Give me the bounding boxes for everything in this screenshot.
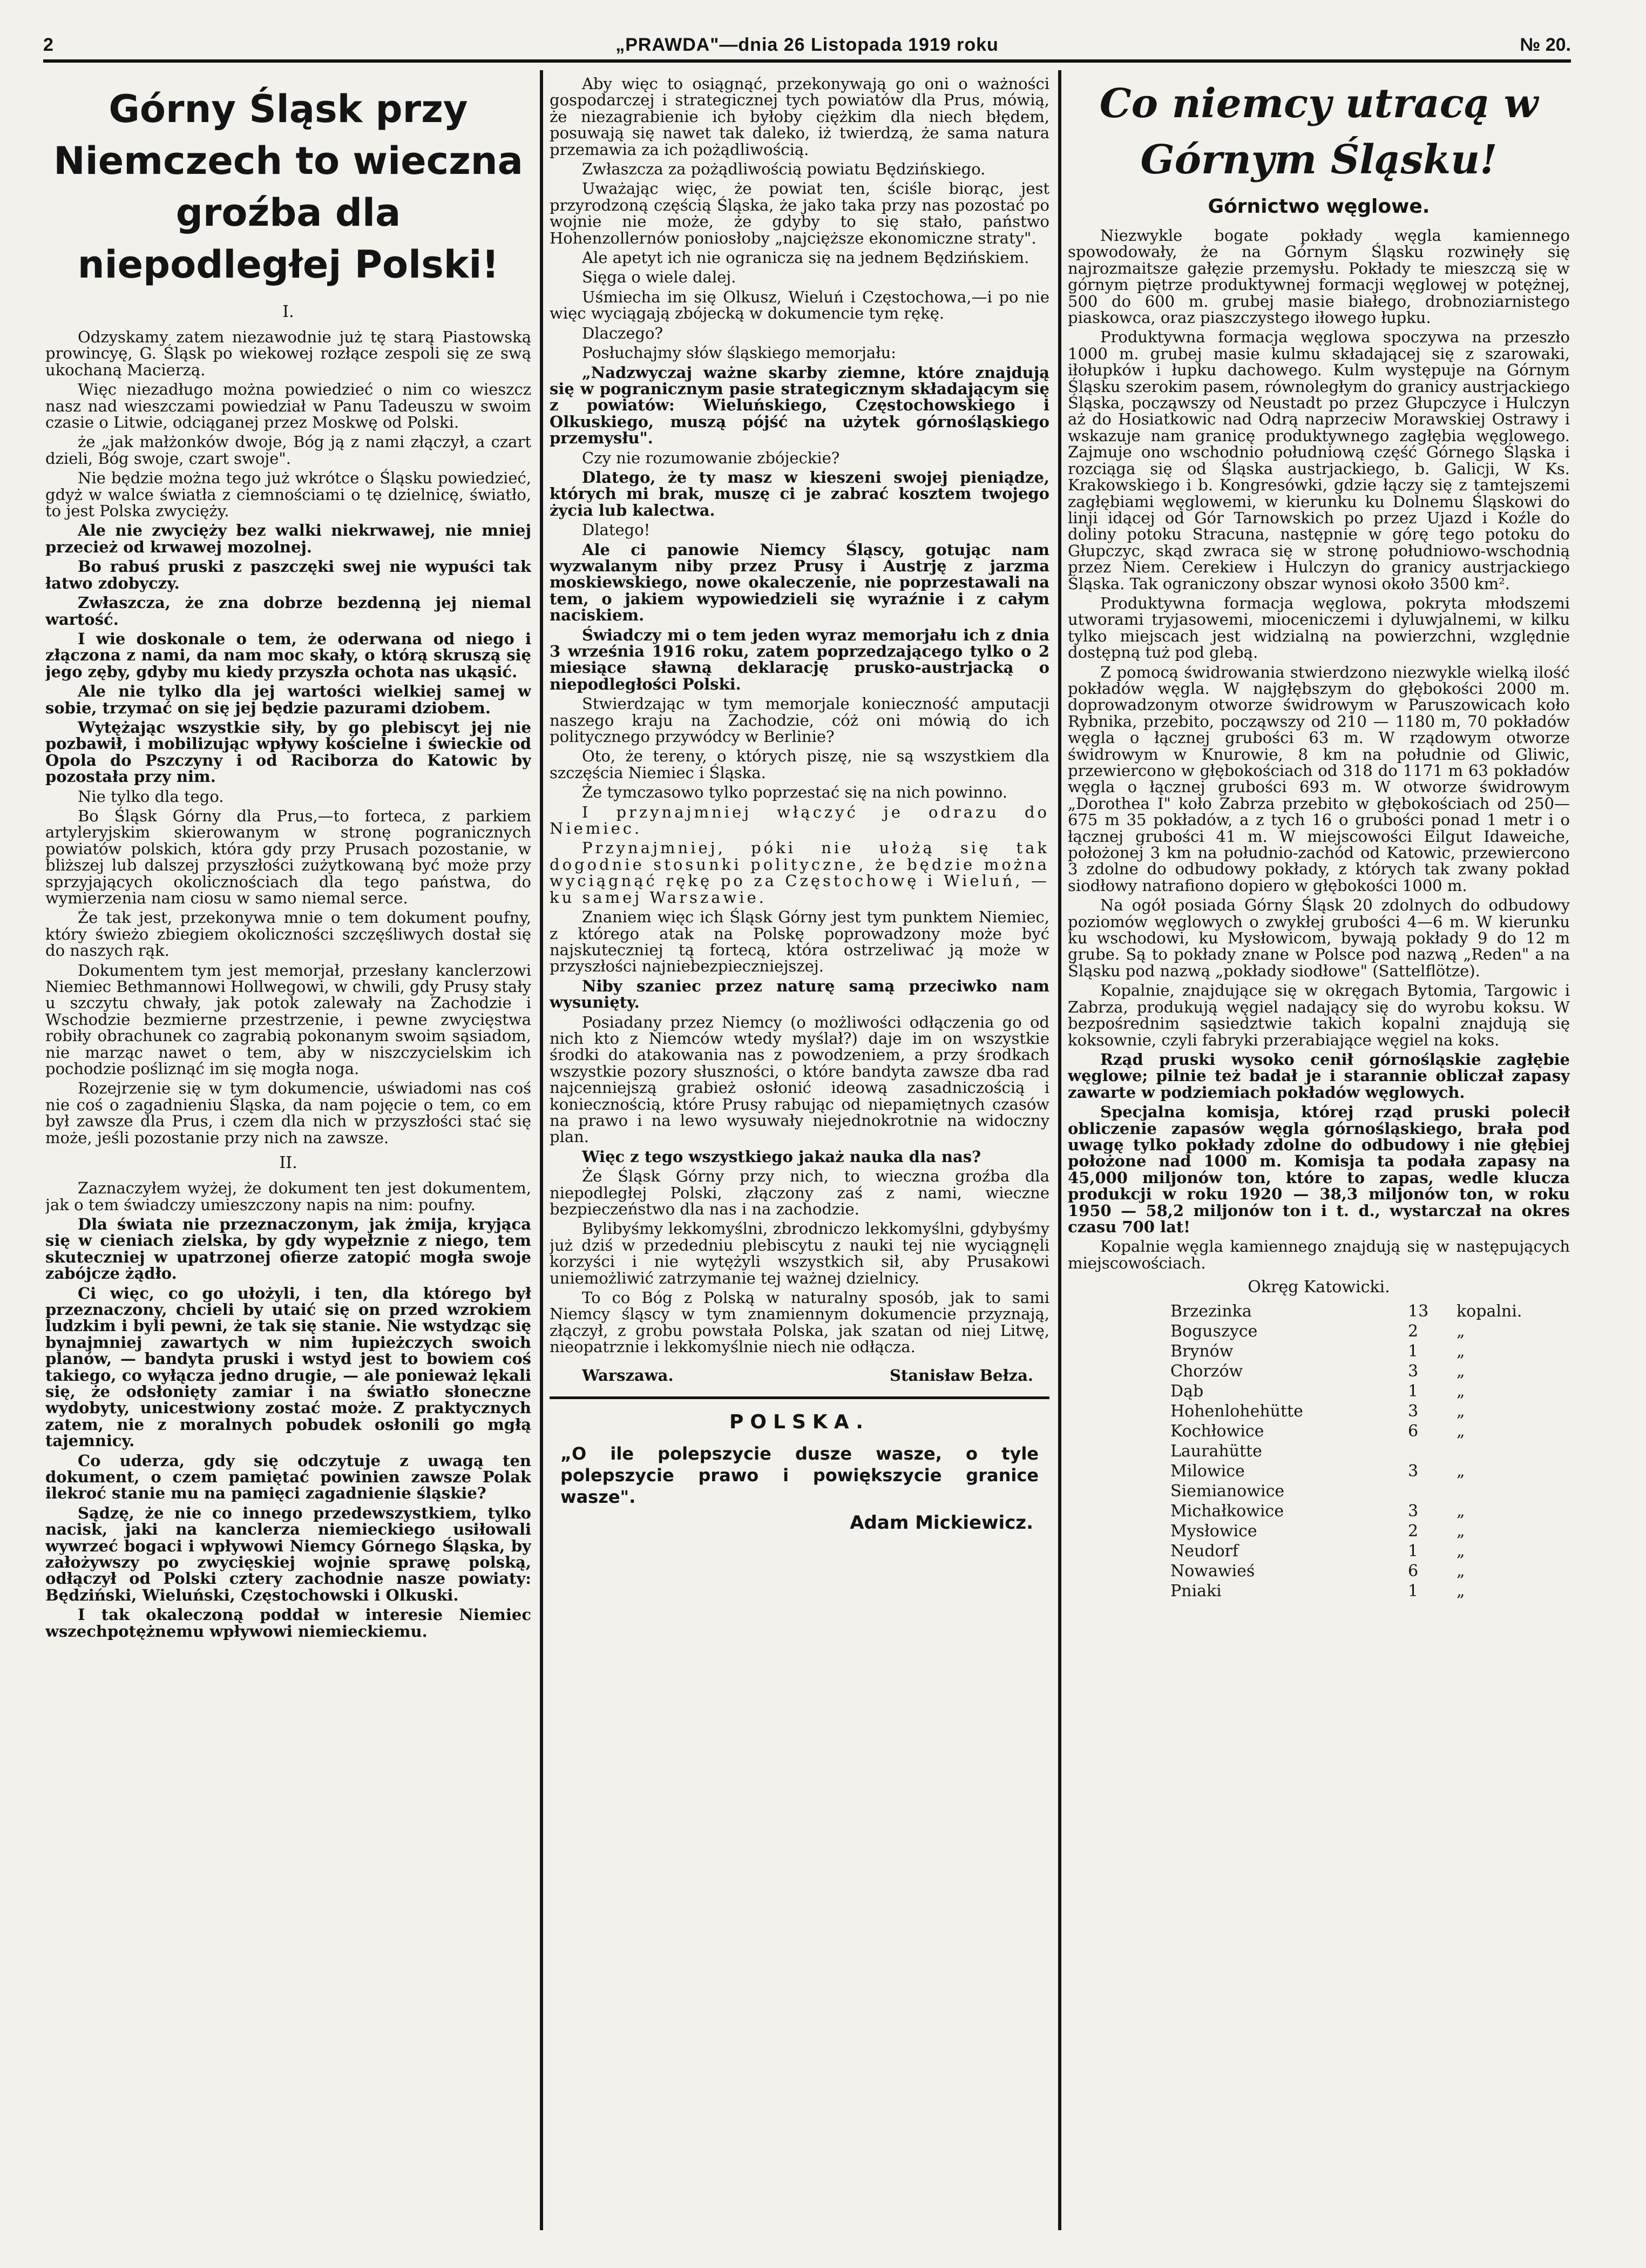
mine-name: Brzezinka bbox=[1170, 1302, 1252, 1321]
mine-count: 2 bbox=[1408, 1322, 1419, 1341]
mine-unit: „ bbox=[1457, 1542, 1465, 1561]
table-row bbox=[1170, 1302, 1522, 1322]
mine-unit: „ bbox=[1457, 1422, 1465, 1441]
mine-count: 3 bbox=[1408, 1362, 1419, 1381]
middle-article bbox=[550, 76, 1049, 2246]
mine-name: Brynów bbox=[1170, 1342, 1234, 1361]
mine-unit: „ bbox=[1457, 1402, 1465, 1421]
page-number: 2 bbox=[43, 35, 53, 55]
paragraph: Ale nie tylko dla jej wartości wielkiej samej w sobie, trzymać on się jej będzie pazurami dziobem. bbox=[45, 682, 531, 717]
masthead bbox=[43, 26, 1571, 63]
paragraph: Stwierdzając w tym memorjale konieczność amputacji naszego kraju na Zachodzie, cóż oni mówią do ich politycznego przywódcy w Berlinie? bbox=[550, 694, 1049, 746]
mine-name: Boguszyce bbox=[1170, 1322, 1258, 1341]
paragraph: Zaznaczyłem wyżej, że dokument ten jest dokumentem, jak o tem świadczy umieszczony napis na nim: poufny. bbox=[45, 1179, 531, 1214]
mine-name: Mysłowice bbox=[1170, 1522, 1257, 1541]
paragraph: Produktywna formacja węglowa spoczywa na przeszło 1000 m. grubej masie kulmu składającej się z szarowaki, iłołupków i łupku dachowego. Kulm występuje na Górnym Śląsku szerokim pasem, równoległym do granicy austrjackiego Śląska, począwszy od Neustadt po przez Głupczyce i Hulczyn aż do Hosiatkowic nad Odrą naprzeciw Morawskiej Ostrawy i wskazuje nam granicę produktywnego zagłębia węglowego. Zajmuje ono wschodnio południową część Górnego Śląska i rozciąga się od Śląska austrjackiego, b. Galicji, W Ks. Krakowskiego i b. Kongresówki, gdzie łączy się z tamtejszemi zagłębiami węglowemi, w kierunku ku Dolnemu Śląskowi do linji idącej od Gór Tarnowskich po przez Ujazd i Koźle do doliny potoku Stracuna, następnie w górę tego potoku do Głupczyc, skąd zwraca się w stronę południowo-wschodnią przez Niem. Cerekiew i Hulczyn do granicy austrjackiego Śląska. Tak ograniczony obszar wynosi około 3500 km². bbox=[1068, 328, 1570, 593]
signature-place: Warszawa. bbox=[582, 1366, 674, 1385]
signature bbox=[550, 1359, 1049, 1385]
paragraph: Dlatego! bbox=[582, 521, 651, 539]
paragraph: Sięga o wiele dalej. bbox=[582, 268, 736, 287]
mine-name: Neudorf bbox=[1170, 1542, 1239, 1561]
paragraph: Dokumentem tym jest memorjał, przesłany kanclerzowi Niemiec Bethmannowi Hollwegowi, w chwili, gdy Prusy stały u szczytu chwały, jak potok zalewały na Zachodzie i Wschodzie bezmierne przestrzenie, i pewne zwycięstwa robiły obrachunek co zagrabią pokonanym swoim sąsiadom, nie marząc nawet o tem, aby w niszczycielskim ich pochodzie pośliznąć im się mogła noga. bbox=[45, 961, 531, 1078]
mine-unit: „ bbox=[1457, 1562, 1465, 1581]
paragraph: Ale nie zwycięży bez walki niekrwawej, nie mniej przecież od krwawej mozolnej. bbox=[45, 521, 531, 556]
mine-count: 1 bbox=[1408, 1542, 1419, 1561]
mine-count: 6 bbox=[1408, 1562, 1419, 1581]
mine-count: 13 bbox=[1408, 1302, 1429, 1321]
paragraph: Oto, że tereny, o których piszę, nie są wszystkiem dla szczęścia Niemiec i Śląska. bbox=[550, 747, 1049, 782]
column-divider-right bbox=[1058, 70, 1061, 2230]
mine-count bbox=[1408, 1442, 1457, 1462]
paragraph: Zwłaszcza, że zna dobrze bezdenną jej niemal wartość. bbox=[45, 593, 531, 629]
table-row bbox=[1170, 1342, 1522, 1362]
paragraph: I wie doskonale o tem, że oderwana od niego i złączona z nami, da nam moc skały, o którą skruszą się jego zęby, gdyby mu kiedy przyszła ochota nas ukąsić. bbox=[45, 629, 531, 681]
mine-unit: „ bbox=[1457, 1462, 1465, 1481]
paragraph: Rząd pruski wysoko cenił górnośląskie zagłębie węglowe; pilnie też badał je i starannie obliczał zapasy zawarte w podziemiach pokładów węglowych. bbox=[1068, 1050, 1570, 1102]
mine-unit: „ bbox=[1457, 1322, 1465, 1341]
paragraph: Posłuchajmy słów śląskiego memorjału: bbox=[582, 343, 897, 362]
mine-unit bbox=[1457, 1442, 1522, 1462]
right-article bbox=[1068, 76, 1570, 2236]
paragraph: Czy nie rozumowanie zbójeckie? bbox=[582, 448, 840, 467]
mine-name: Hohenlohehütte bbox=[1170, 1402, 1303, 1421]
paragraph: że „jak małżonków dwoje, Bóg ją z nami złączył, a czart dzieli, Bóg swoje, czart swoje". bbox=[45, 433, 531, 468]
paragraph: Nie tylko dla tego. bbox=[78, 787, 224, 806]
paragraph: Że tymczasowo tylko poprzestać się na nich powinno. bbox=[582, 783, 1007, 802]
paragraph: Wytężając wszystkie siły, by go plebiscyt jej nie pozbawił, i mobilizując wpływy kościelne i świeckie od Opola do Pszczyny i od Raciborza do Katowic by pozostała przy nim. bbox=[45, 718, 531, 786]
paragraph: Przynajmniej, póki nie ułożą się tak dogodnie stosunki polityczne, że będzie można wyciągnąć rękę po za Częstochowę i Wieluń, — ku samej Warszawie. bbox=[550, 839, 1049, 907]
paragraph: Niby szaniec przez naturę samą przeciwko nam wysunięty. bbox=[550, 976, 1049, 1012]
right-article-headline: Co niemcy utracą w Górnym Śląsku! bbox=[1099, 80, 1539, 183]
paragraph: Świadczy mi o tem jeden wyraz memorjału ich z dnia 3 września 1916 roku, zatem poprzedzającego tylko o 2 miesiące sławną deklarację prusko-austrjacką o niepodległości Polski. bbox=[550, 625, 1049, 693]
paragraph: To co Bóg z Polską w naturalny sposób, jak to sami Niemcy śląscy w tym znamiennym dokumencie przyznają, złączył, z grobu powstała Polska, jak szatan od niej Litwę, nieopatrznie i lekkomyślnie niech nie odłącza. bbox=[550, 1288, 1049, 1356]
mine-name: Chorzów bbox=[1170, 1362, 1243, 1381]
right-article-subhead: Górnictwo węglowe. bbox=[1208, 195, 1430, 218]
mine-unit: „ bbox=[1457, 1502, 1465, 1521]
table-row bbox=[1170, 1402, 1522, 1422]
paragraph: Co uderza, gdy się odczytuje z uwagą ten dokument, o czem pamiętać powinien zawsze Polak ilekroć stanie mu na pamięci zagadnienie śląskie? bbox=[45, 1451, 531, 1503]
left-article-headline: Górny Śląsk przy Niemczech to wieczna groźba dla niepodległej Polski! bbox=[53, 87, 523, 287]
paragraph: Ci więc, co go ułożyli, i ten, dla którego był przeznaczony, chcieli by utaić się on przed wzrokiem ludzkim i byli pewni, że tak się stanie. Nie wstydząc się bynajmniej zawartych w nim łupieżczych swoich planów, — bandyta pruski i wstyd jest to bowiem coś takiego, co wyłącza jedno drugie, — ale ponieważ lękali się, że odsłonięty zamiar i na światło słoneczne wydobyty, unicestwiony zostać może. Z praktycznych zatem, nie z moralnych pobudek osłonili go mgłą tajemnicy. bbox=[45, 1284, 531, 1450]
paragraph: Ale apetyt ich nie ogranicza się na jednem Będzińskiem. bbox=[582, 248, 1029, 267]
table-row bbox=[1170, 1562, 1522, 1582]
table-row bbox=[1170, 1322, 1522, 1342]
paragraph: Bo rabuś pruski z paszczęki swej nie wypuści tak łatwo zdobyczy. bbox=[45, 557, 531, 592]
paragraph: Sądzę, że nie co innego przedewszystkiem, tylko nacisk, jaki na kanclerza niemieckiego usiłowali wywrzeć bogaci i wpływowi Niemcy Górnego Śląska, by założywszy po zwycięskiej wojnie sprawę polską, odłączył od Polski cztery zachodnie nasze powiaty: Będziński, Wieluński, Częstochowski i Olkuski. bbox=[45, 1503, 531, 1604]
mine-name: Nowawieś bbox=[1170, 1562, 1255, 1581]
section-number-2: II. bbox=[279, 1153, 297, 1173]
district-title: Okręg Katowicki. bbox=[1248, 1278, 1390, 1297]
table-row bbox=[1170, 1582, 1522, 1602]
mine-count: 1 bbox=[1408, 1342, 1419, 1361]
mine-name: Milowice bbox=[1170, 1462, 1245, 1481]
paragraph: Znaniem więc ich Śląsk Górny jest tym punktem Niemiec, z którego atak na Polskę poprowadzony może być najskuteczniej tą fortecą, która ostrzeliwać ją może w przyszłości najniebezpieczniejszej. bbox=[550, 908, 1049, 976]
paragraph: Niezwykle bogate pokłady węgla kamiennego spowodowały, że na Górnym Śląsku rozwinęły się najrozmaitsze gałęzie przemysłu. Pokłady te mieszczą się w górnym piętrze produktywnej formacji węglowej w potężnej, 500 do 600 m. grubej masie białego, drobnoziarnistego piaskowca, oraz piaszczystego iłowego łupku. bbox=[1068, 226, 1570, 327]
paragraph: Zwłaszcza za pożądliwością powiatu Będzińskiego. bbox=[582, 160, 986, 179]
paragraph: Więc niezadługo można powiedzieć o nim co wieszcz nasz nad wieszczami powiedział w Panu Tadeuszu w swoim czasie o Litwie, odciąganej przez Moskwę od Polski. bbox=[45, 380, 531, 432]
table-row bbox=[1170, 1462, 1522, 1482]
mine-count: 2 bbox=[1408, 1522, 1419, 1541]
table-row bbox=[1170, 1362, 1522, 1382]
mine-count bbox=[1408, 1482, 1457, 1502]
table-row bbox=[1170, 1482, 1522, 1502]
poem-quote: „O ile polepszycie dusze wasze, o tyle polepszycie prawo i powiększycie granice wasze". bbox=[560, 1443, 1039, 1507]
column-divider-left bbox=[540, 70, 543, 2230]
mine-name: Dąb bbox=[1170, 1382, 1204, 1401]
mine-count: 3 bbox=[1408, 1402, 1419, 1421]
mines-table bbox=[1170, 1302, 1522, 1602]
paragraph: Bo Śląsk Górny dla Prus,—to forteca, z parkiem artyleryjskim skierowanym w stronę pogranicznych powiatów polskich, która gdy przy Prusach pozostanie, w bliższej lub dalszej przyszłości zużytkowaną być może przy sprzyjających okolicznościach dla tego państwa, do wymierzenia nam ciosu w samo niemal serce. bbox=[45, 806, 531, 907]
paragraph: Aby więc to osiągnąć, przekonywają go oni o ważności gospodarczej i strategicznej tych powiatów dla Prus, mówią, że niezagrabienie ich byłoby ciężkim dla niech błędem, posuwają się nawet tak daleko, iż twierdzą, że sama natura przemawia za ich pożądliwością. bbox=[550, 76, 1049, 159]
paragraph: Rozejrzenie się w tym dokumencie, uświadomi nas coś nie coś o zagadnieniu Śląska, da nam pojęcie o tem, co em był zawsze dla Prus, i czem dla nich w przyszłości stać się może, jeśli pozostanie przy nich na zawsze. bbox=[45, 1079, 531, 1147]
mine-unit bbox=[1457, 1482, 1522, 1502]
mine-count: 1 bbox=[1408, 1582, 1419, 1601]
table-row bbox=[1170, 1542, 1522, 1562]
divider bbox=[550, 1396, 1049, 1399]
paragraph: I tak okaleczoną poddał w interesie Niemiec wszechpotężnemu wpływowi niemieckiemu. bbox=[45, 1605, 531, 1641]
mine-count: 6 bbox=[1408, 1422, 1419, 1441]
paragraph: Odzyskamy zatem niezawodnie już tę starą Piastowską prowincyę, G. Śląsk po wiekowej rozłące zespoli się ze swą ukochaną Macierzą. bbox=[45, 328, 531, 379]
paragraph: Produktywna formacja węglowa, pokryta młodszemi utworami tryjasowemi, mioceniczemi i dyluwjalnemi, w kilku tylko miejscach jest widzialną na powierzchni, względnie dostępną tuż pod glebą. bbox=[1068, 593, 1570, 662]
mine-unit: „ bbox=[1457, 1342, 1465, 1361]
paragraph: Więc z tego wszystkiego jakaż nauka dla nas? bbox=[582, 1147, 981, 1166]
section-number-1: I. bbox=[282, 302, 294, 321]
table-row bbox=[1170, 1422, 1522, 1442]
table-row bbox=[1170, 1522, 1522, 1542]
mine-unit: „ bbox=[1457, 1382, 1465, 1401]
poem-title: POLSKA. bbox=[729, 1410, 870, 1433]
section-2-body bbox=[45, 1180, 531, 1639]
paragraph: Kopalnie węgla kamiennego znajdują się w następujących miejscowościach. bbox=[1068, 1237, 1570, 1272]
mine-name: Michałkowice bbox=[1170, 1502, 1284, 1521]
middle-article-body bbox=[550, 76, 1049, 1355]
left-article bbox=[45, 76, 531, 2236]
paragraph: Ale ci panowie Niemcy Śląscy, gotując nam wyzwalanym niby przez Prusy i Austrję z jarzma moskiewskiego, nowe okaleczenie, nie poprzestawali na tem, o jakiem wypowiedzieli się wyraźnie i z całym naciskiem. bbox=[550, 540, 1049, 625]
table-row bbox=[1170, 1442, 1522, 1462]
paragraph: Dlatego, że ty masz w kieszeni swojej pieniądze, których mi brak, muszę ci je zabrać kosztem twojego życia lub kalectwa. bbox=[550, 468, 1049, 519]
paragraph: Nie będzie można tego już wkrótce o Śląsku powiedzieć, gdyż w walce światła z ciemnościami o tę dzielnicę, światło, to jest Polska zwycięży. bbox=[45, 469, 531, 521]
mine-unit: „ bbox=[1457, 1522, 1465, 1541]
mine-unit: kopalni. bbox=[1457, 1302, 1522, 1321]
poem-author: Adam Mickiewicz. bbox=[850, 1511, 1033, 1534]
paragraph: Dla świata nie przeznaczonym, jak żmija, kryjąca się w cieniach zielska, by gdy wypełznie z niego, tem skuteczniej w upatrzonej ofierze zatopić mogła swoje zabójcze żądło. bbox=[45, 1214, 531, 1283]
mine-name: Kochłowice bbox=[1170, 1422, 1264, 1441]
paragraph: Z pomocą świdrowania stwierdzono niezwykle wielką ilość pokładów węgla. W najgłębszym do głębokości 2000 m. doprowadzonym otworze świdrowym w Paruszowicach koło Rybnika, przebito, począwszy od 210 — 1180 m, 70 pokładów węgla o łącznej grubości 63 m. W rządowym otworze świdrowym w Knurowie, 8 km na południe od Gliwic, przewiercono w głębokościach od 318 do 1171 m 63 pokładów węgla o łącznej grubości 693 m. W otworze świdrowym „Dorothea I" koło Zabrza przebito w głębokościach od 250—675 m 35 pokładów, a z tych 16 o grubości ponad 1 metr i o łącznej grubości 41 m. W miejscowości Eilgut Idaweiche, położonej 3 km na południo-zachód od Katowic, przewiercono 3 zdolne do odbudowy pokłady, z których tak zwany pokład siodłowy natrafiono dopiero w głębokości 1000 m. bbox=[1068, 663, 1570, 895]
paragraph: Posiadany przez Niemcy (o możliwości odłączenia go od nich kto z Niemców wtedy myślał?) daje im on wszystkie środki do atakowania nas z powodzeniem, a przy środkach wszystkie pozory słuszności, o które bandyta zawsze dba rad najcenniejszą grabież osłonić ideową zasadniczością i koniecznością, które Prusy rabując od niepamiętnych czasów na prawo i na lewo wysuwały niejednokrotnie na widoczny plan. bbox=[550, 1013, 1049, 1146]
paragraph: Że Śląsk Górny przy nich, to wieczna groźba dla niepodległej Polski, złączony zaś z nami, wieczne bezpieczeństwo dla nas i na zachodzie. bbox=[550, 1167, 1049, 1218]
table-row bbox=[1170, 1502, 1522, 1522]
paragraph: Dlaczego? bbox=[582, 323, 663, 342]
paragraph: I przynajmniej włączyć je odrazu do Niemiec. bbox=[550, 802, 1049, 838]
mine-count: 1 bbox=[1408, 1382, 1419, 1401]
newspaper-date-line: „PRAWDA"—dnia 26 Listopada 1919 roku bbox=[615, 35, 999, 55]
mine-name: Siemianowice bbox=[1170, 1482, 1285, 1501]
issue-number: № 20. bbox=[1520, 35, 1571, 55]
paragraph: Specjalna komisja, której rząd pruski polecił obliczenie zapasów węgla górnośląskiego, brała pod uwagę tylko pokłady zdolne do odbudowy i nie głębiej położone nad 1000 m. Komisja ta podała zapasy na 45,000 miljonów ton, które to zapas, wedle klucza produkcji w roku 1920 — 38,3 miljonów ton, w roku 1950 — 58,2 miljonów ton i t. d., wystarczał na okres czasu 700 lat! bbox=[1068, 1103, 1570, 1236]
mine-name: Pniaki bbox=[1170, 1582, 1222, 1601]
right-article-body bbox=[1068, 227, 1570, 1271]
paragraph: Kopalnie, znajdujące się w okręgach Bytomia, Targowic i Zabrza, produkują węgiel nadający się do wyrobu koksu. W bezpośrednim sąsiedztwie takich kopalni znajdują się koksownie, czyli fabryki przerabiające węgiel na koks. bbox=[1068, 981, 1570, 1049]
mine-count: 3 bbox=[1408, 1502, 1419, 1521]
paragraph: Bylibyśmy lekkomyślni, zbrodniczo lekkomyślni, gdybyśmy już dziś w przededniu plebiscytu z nauki tej nie wyciągnęli korzyści i nie wytężyli wszystkich sił, aby Prusakowi uniemożliwić zatrzymanie tej ważnej dzielnicy. bbox=[550, 1219, 1049, 1287]
mine-unit: „ bbox=[1457, 1582, 1465, 1601]
section-1-body bbox=[45, 329, 531, 1146]
mine-count: 3 bbox=[1408, 1462, 1419, 1481]
paragraph: Na ogół posiada Górny Śląsk 20 zdolnych do odbudowy poziomów węglowych o zwykłej grubości 4—6 m. W kierunku ku wschodowi, ku Mysłowicom, bywają pokłady 9 do 12 m grube. Są to pokłady znane w Polsce pod nazwą „Reden" a na Śląsku pod nazwą „pokłady siodłowe" (Sattelflötze). bbox=[1068, 896, 1570, 980]
paragraph: Że tak jest, przekonywa mnie o tem dokument poufny, który świeżo zbiegiem okoliczności szczęśliwych dostał się do naszych rąk. bbox=[45, 908, 531, 960]
paragraph: Uśmiecha im się Olkusz, Wieluń i Częstochowa,—i po nie więc wyciągają zbójecką w dokumencie tym rękę. bbox=[550, 287, 1049, 323]
table-row bbox=[1170, 1382, 1522, 1402]
paragraph: „Nadzwyczaj ważne skarby ziemne, które znajdują się w pogranicznym pasie strategicznym składającym się z powiatów: Wieluńskiego, Częstochowskiego i Olkuskiego, muszą pójść na użytek górnośląskiego przemysłu". bbox=[550, 363, 1049, 448]
paragraph: Uważając więc, że powiat ten, ściśle biorąc, jest przyrodzoną częścią Śląska, że jako taka przy nas pozostać po wojnie nie może, że gdyby to się stało, państwo Hohenzollernów poniosłoby „najcięższe ekonomiczne straty". bbox=[550, 179, 1049, 247]
mine-name: Laurahütte bbox=[1170, 1442, 1262, 1461]
author-name: Stanisław Bełza. bbox=[889, 1366, 1033, 1385]
mine-unit: „ bbox=[1457, 1362, 1465, 1381]
